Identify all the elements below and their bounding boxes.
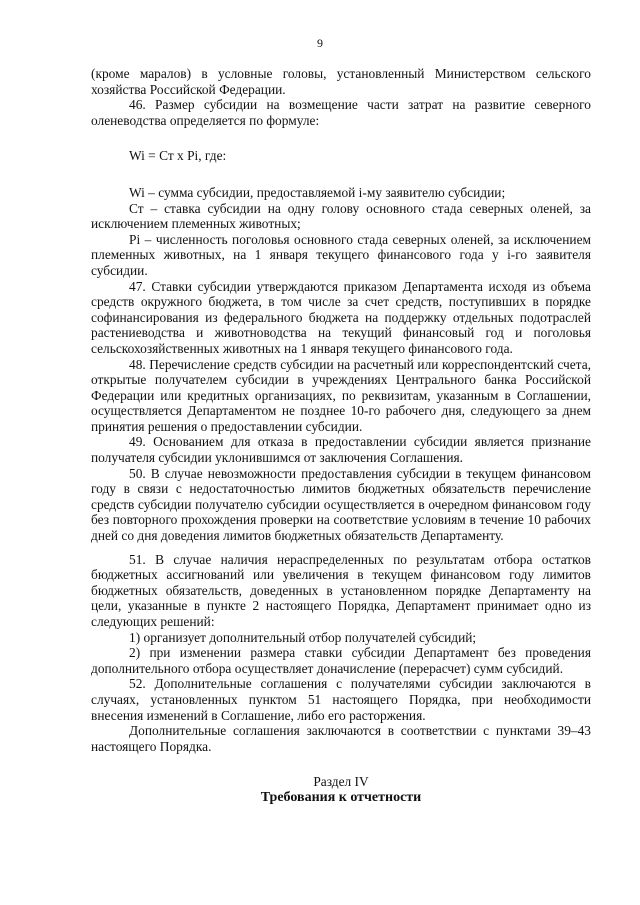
paragraph-51-item-1: 1) организует дополнительный отбор получателей субсидий;: [129, 629, 477, 645]
document-body: [91, 66, 591, 806]
paragraph-52-additional: Дополнительные соглашения заключаются в соответствии с пунктами 39–43 настоящего Порядка.: [91, 723, 591, 754]
paragraph-51-item-2: 2) при изменении размера ставки субсидии Департамент без проведения дополнительного отбора осуществляет доначисление (перерасчет) сумм субсидий.: [91, 645, 591, 676]
paragraph-46: 46. Размер субсидии на возмещение части затрат на развитие северного оленеводства определяется по формуле:: [91, 97, 591, 128]
spacer: [91, 544, 591, 552]
paragraph-47: 47. Ставки субсидии утверждаются приказом Департамента исходя из объема средств окружного бюджета, в том числе за счет средств, поступивших в порядке софинансирования из федерального бюджета на поддержку отдельных подотраслей растениеводства и животноводства на текущий финансовый год и поголовья сельскохозяйственных животных на 1 января текущего финансового года.: [91, 278, 591, 356]
formula: Wi = Ст х Pi, где:: [129, 148, 227, 164]
paragraph-51: 51. В случае наличия нераспределенных по результатам отбора остатков бюджетных ассигнований или увеличения в текущем финансовом году лимитов бюджетных обязательств, доведенных в установленном порядке Департаменту на цели, указанные в пункте 2 настоящего Порядка, Департамент принимает одно из следующих решений:: [91, 551, 591, 629]
definition-ct: Ст – ставка субсидии на одну голову основного стада северных оленей, за исключением племенных животных;: [91, 200, 591, 232]
definition-wi: Wi – сумма субсидии, предоставляемой i-му заявителю субсидии;: [129, 184, 506, 200]
section-label: Раздел IV: [313, 774, 369, 790]
paragraph-48: 48. Перечисление средств субсидии на расчетный или корреспондентский счета, открытые получателем субсидии в учреждениях Центрального банка Российской Федерации или кредитных организациях, по реквизитам, указанным в Соглашении, осуществляется Департаментом не позднее 10-го рабочего дня, следующего за днем принятия решения о предоставлении субсидии.: [91, 356, 591, 434]
section-title: Требования к отчетности: [260, 789, 422, 805]
paragraph-49: 49. Основанием для отказа в предоставлении субсидии является признание получателя субсидии уклонившимся от заключения Соглашения.: [91, 434, 591, 466]
page-number: 9: [317, 36, 323, 50]
paragraph-52: 52. Дополнительные соглашения с получателями субсидии заключаются в случаях, установленных пунктом 51 настоящего Порядка, при необходимости внесения изменений в Соглашение, либо его расторжения.: [91, 676, 591, 723]
definition-pi: Pi – численность поголовья основного стада северных оленей, за исключением племенных животных, на 1 января текущего финансового года у i-го заявителя субсидии.: [91, 231, 591, 278]
paragraph-continuation: (кроме маралов) в условные головы, установленный Министерством сельского хозяйства Российской Федерации.: [91, 66, 591, 97]
paragraph-50: 50. В случае невозможности предоставления субсидии в текущем финансовом году в связи с недостаточностью лимитов бюджетных обязательств перечисление средств субсидии получателю субсидии осуществляется в очередном финансовом году без повторного прохождения проверки на соответствие условиям в течение 10 рабочих дней со дня доведения лимитов бюджетных обязательств Департаменту.: [91, 465, 591, 544]
